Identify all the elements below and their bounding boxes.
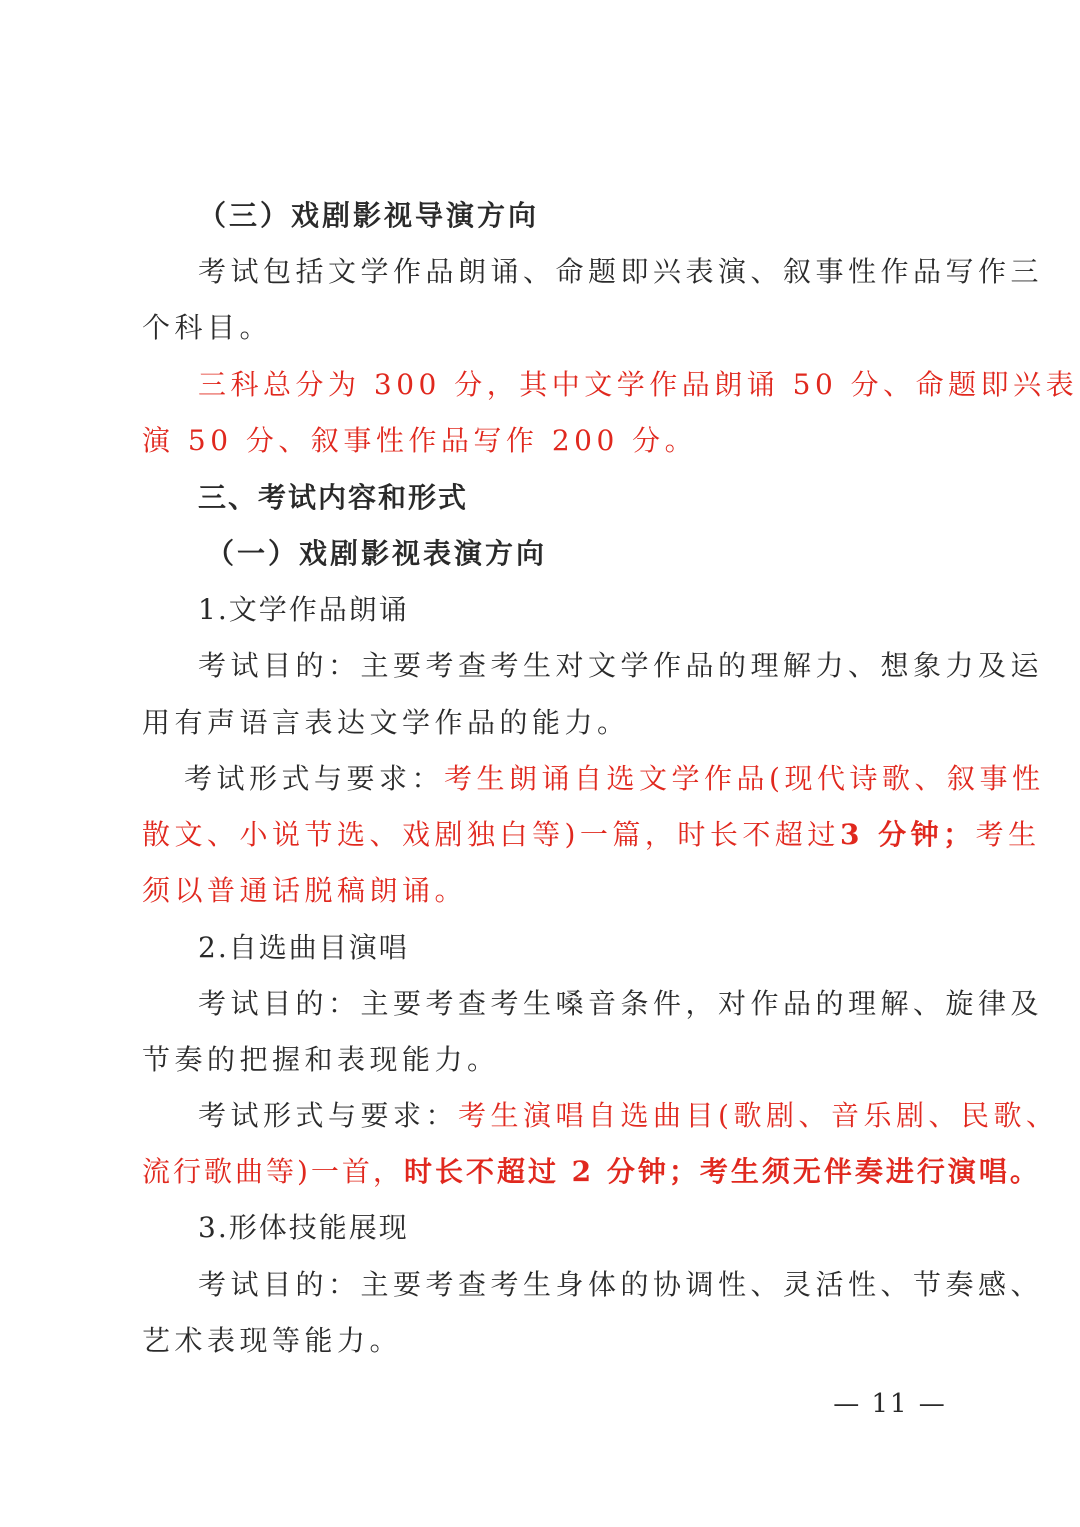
section-heading-directing: （三）戏剧影视导演方向 <box>198 199 540 232</box>
requirement-text: 散文、小说节选、戏剧独白等)一篇，时长不超过 <box>142 818 840 851</box>
paragraph-line: 个科目。 <box>142 311 273 344</box>
requirement-text: 流行歌曲等)一首， <box>142 1155 404 1188</box>
requirement-text: 考生 <box>975 818 1041 851</box>
paragraph-line: 节奏的把握和表现能力。 <box>142 1043 500 1076</box>
requirement-label: 考试形式与要求： <box>184 762 445 795</box>
requirement-text: 考生朗诵自选文学作品(现代诗歌、叙事性 <box>444 762 1045 795</box>
paragraph-line: 艺术表现等能力。 <box>142 1324 403 1357</box>
requirement-line: 须以普通话脱稿朗诵。 <box>142 874 468 907</box>
item-title-physical: 3.形体技能展现 <box>198 1211 409 1244</box>
requirement-line <box>184 759 1045 799</box>
requirement-text: 考生演唱自选曲目(歌剧、音乐剧、民歌、 <box>458 1099 1059 1132</box>
score-note-line: 演 50 分、叙事性作品写作 200 分。 <box>142 424 698 457</box>
requirement-label: 考试形式与要求： <box>198 1099 459 1132</box>
requirement-emphasis: 3 分钟； <box>839 818 976 851</box>
sub-heading-acting: （一）戏剧影视表演方向 <box>206 537 548 570</box>
paragraph-line: 考试目的：主要考查考生身体的协调性、灵活性、节奏感、 <box>198 1268 1044 1301</box>
part-heading: 三、考试内容和形式 <box>198 481 469 514</box>
paragraph-line: 考试目的：主要考查考生对文学作品的理解力、想象力及运 <box>198 649 1044 682</box>
paragraph-line: 考试目的：主要考查考生嗓音条件，对作品的理解、旋律及 <box>198 987 1044 1020</box>
requirement-line <box>142 815 1041 855</box>
requirement-emphasis: 时长不超过 2 分钟；考生须无伴奏进行演唱。 <box>403 1155 1041 1188</box>
page-number: — 11 — <box>833 1389 947 1419</box>
item-title-recitation: 1.文学作品朗诵 <box>198 593 409 626</box>
paragraph-line: 用有声语言表达文学作品的能力。 <box>142 706 630 739</box>
item-title-singing: 2.自选曲目演唱 <box>198 931 409 964</box>
requirement-line <box>198 1096 1059 1136</box>
score-note-line: 三科总分为 300 分，其中文学作品朗诵 50 分、命题即兴表 <box>198 368 1079 401</box>
requirement-line <box>142 1152 1041 1192</box>
paragraph-line: 考试包括文学作品朗诵、命题即兴表演、叙事性作品写作三 <box>198 255 1044 288</box>
